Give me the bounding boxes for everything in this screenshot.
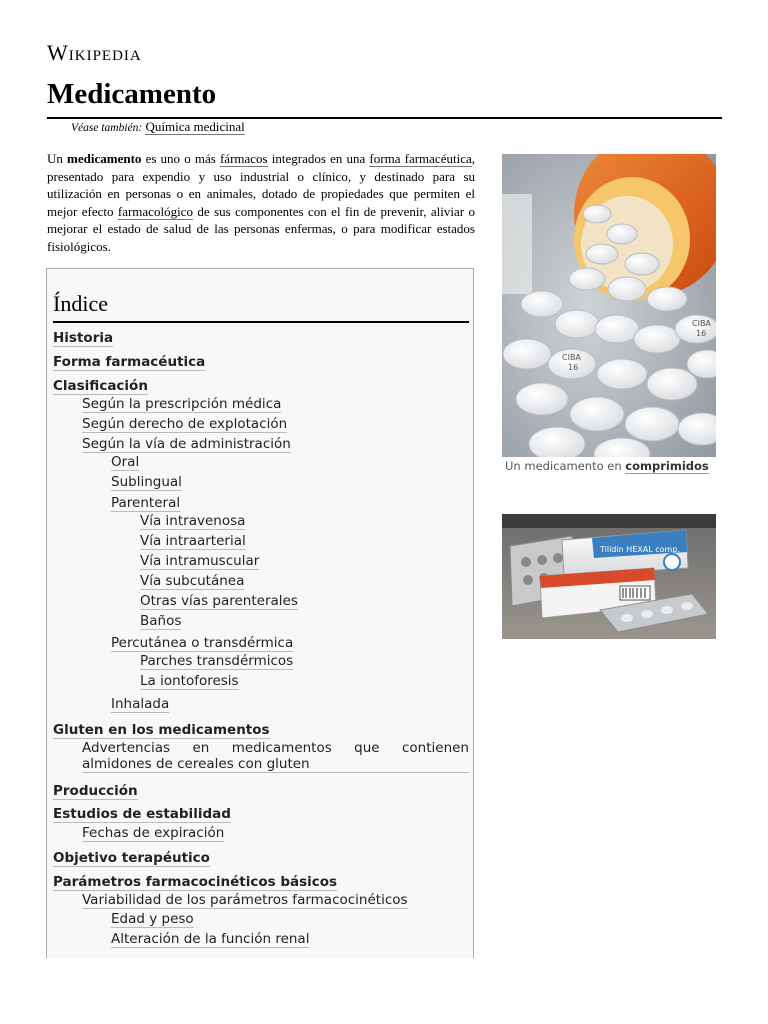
lead-bold-term: medicamento <box>67 151 142 166</box>
toc-item-derecho-explotacion[interactable]: Según derecho de explotación <box>82 416 288 432</box>
lead-text: integrados en una <box>267 151 370 166</box>
toc-item-funcion-renal[interactable]: Alteración de la función renal <box>111 931 310 947</box>
tablet-imprint: CIBA <box>692 319 711 328</box>
toc-item-otras-vias[interactable]: Otras vías parenterales <box>140 593 298 609</box>
toc-item-advertencias-line1: Advertencias en medicamentos que contienen <box>82 740 469 756</box>
toc-item-parenteral[interactable]: Parenteral <box>111 495 181 511</box>
hatnote <box>71 119 245 135</box>
hatnote-prefix: Véase también: <box>71 122 143 134</box>
toc-item-oral[interactable]: Oral <box>111 454 140 470</box>
lead-text: de sus componentes con el fin de prevenir, aliviar o mejorar el estado de salud de las personas enfermas, o para modificar estados fisiológicos. <box>47 203 475 254</box>
hatnote-link[interactable]: Química medicinal <box>145 119 245 134</box>
toc-item-produccion[interactable]: Producción <box>53 783 138 799</box>
pills-caption <box>505 459 709 473</box>
toc-divider <box>53 321 469 323</box>
toc-item-estudios-estabilidad[interactable]: Estudios de estabilidad <box>53 806 231 822</box>
table-of-contents <box>46 268 474 958</box>
caption-link-comprimidos[interactable]: comprimidos <box>625 459 709 473</box>
toc-item-parametros[interactable]: Parámetros farmacocinéticos básicos <box>53 874 338 890</box>
packages-figure[interactable] <box>502 514 716 639</box>
toc-item-inhalada[interactable]: Inhalada <box>111 696 170 712</box>
lead-paragraph <box>47 150 475 255</box>
pills-figure[interactable] <box>502 154 716 457</box>
lead-text: es uno o más <box>141 151 220 166</box>
toc-item-prescripcion[interactable]: Según la prescripción médica <box>82 396 282 412</box>
toc-item-banos[interactable]: Baños <box>140 613 182 629</box>
hexal-logo <box>664 554 680 570</box>
wikipedia-wordmark[interactable]: Wikipedia <box>47 40 142 65</box>
link-farmacos[interactable]: fármacos <box>219 151 268 166</box>
page-title: Medicamento <box>47 78 217 110</box>
toc-item-sublingual[interactable]: Sublingual <box>111 474 182 490</box>
pills-photo <box>502 154 716 457</box>
link-farmacologico[interactable]: farmacológico <box>117 203 193 219</box>
toc-item-via-administracion[interactable]: Según la vía de administración <box>82 436 291 452</box>
toc-item-edad-peso[interactable]: Edad y peso <box>111 911 194 927</box>
toc-title: Índice <box>53 291 108 316</box>
toc-item-clasificacion[interactable]: Clasificación <box>53 378 148 394</box>
lead-text: , presentado para expendio y uso industrial o clínico, y destinado para su utilización en personas o en animales, dotado de propiedades que permiten el mejor efecto <box>47 151 475 219</box>
toc-item-parches[interactable]: Parches transdérmicos <box>140 653 294 669</box>
toc-item-advertencias[interactable] <box>82 740 469 773</box>
caption-text: Un medicamento en <box>505 459 626 473</box>
packages-photo <box>502 514 716 639</box>
toc-item-advertencias-line2: almidones de cereales con gluten <box>82 756 310 772</box>
toc-item-via-intramuscular[interactable]: Vía intramuscular <box>140 553 260 569</box>
toc-item-via-subcutanea[interactable]: Vía subcutánea <box>140 573 245 589</box>
toc-item-via-intravenosa[interactable]: Vía intravenosa <box>140 513 246 529</box>
toc-item-fechas-expiracion[interactable]: Fechas de expiración <box>82 825 225 841</box>
tablet-imprint: CIBA <box>562 353 581 362</box>
lead-text: Un <box>47 151 68 166</box>
toc-item-percutanea[interactable]: Percutánea o transdérmica <box>111 635 294 651</box>
toc-item-iontoforesis[interactable]: La iontoforesis <box>140 673 239 689</box>
toc-item-via-intraarterial[interactable]: Vía intraarterial <box>140 533 246 549</box>
tablet-imprint: 16 <box>696 329 707 338</box>
toc-item-forma-farmaceutica[interactable]: Forma farmacéutica <box>53 354 206 370</box>
toc-item-objetivo-terapeutico[interactable]: Objetivo terapéutico <box>53 850 210 866</box>
link-forma-farmaceutica[interactable]: forma farmacéutica <box>369 151 472 166</box>
toc-item-variabilidad[interactable]: Variabilidad de los parámetros farmacocinéticos <box>82 892 408 908</box>
toc-item-gluten[interactable]: Gluten en los medicamentos <box>53 722 270 738</box>
toc-item-historia[interactable]: Historia <box>53 330 114 346</box>
package-label: Tilidin HEXAL comp. <box>600 545 680 554</box>
tablet-imprint: 16 <box>568 363 579 372</box>
